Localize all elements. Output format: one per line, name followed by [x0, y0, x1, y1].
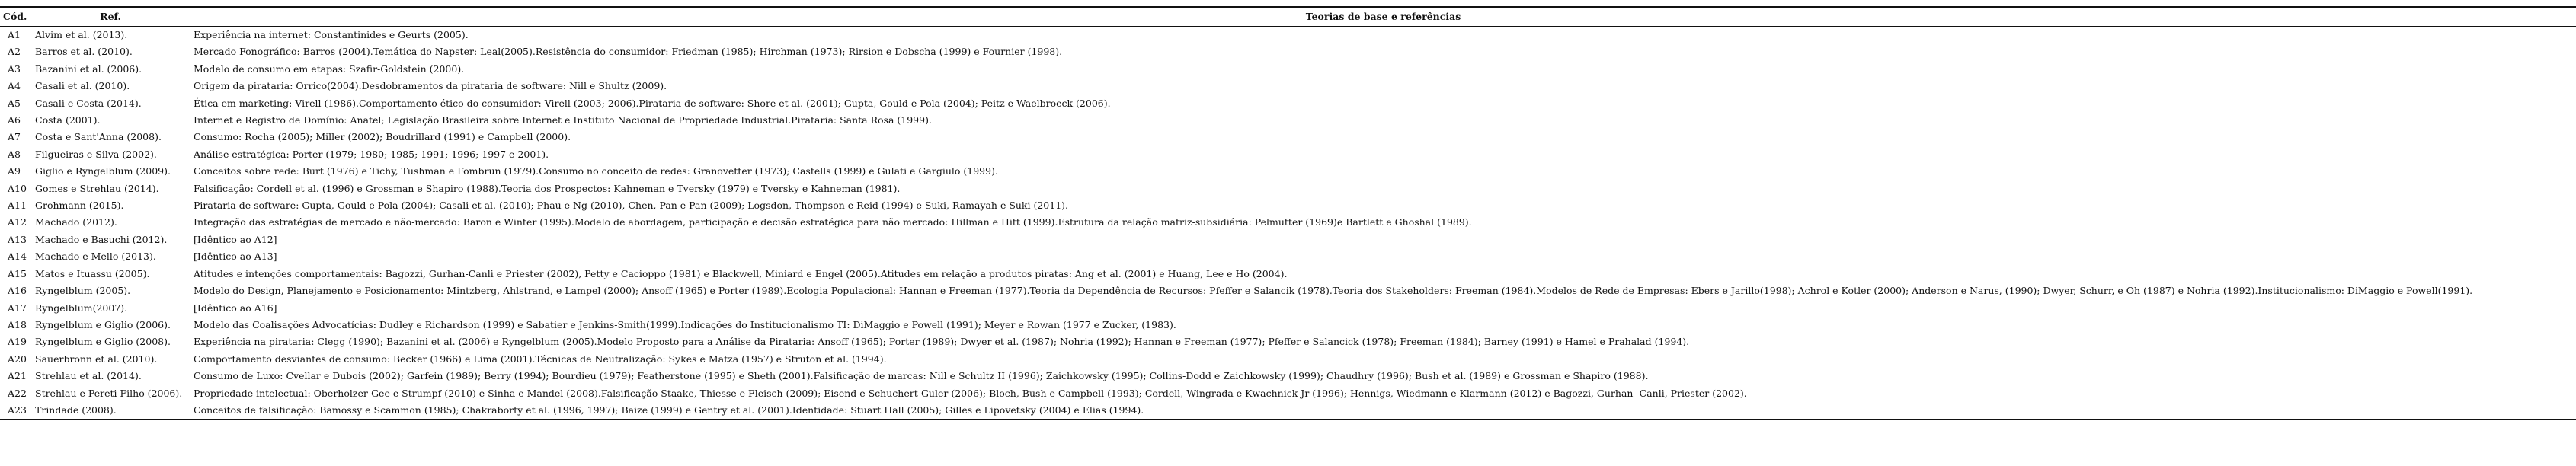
row-code: A22: [8, 387, 27, 399]
row-reference: Bazanini et al. (2006).: [35, 62, 142, 75]
row-code: A12: [8, 216, 27, 228]
row-code: A5: [8, 97, 21, 109]
table-row: [0, 95, 2576, 112]
table-row: [0, 112, 2576, 129]
row-description: Ética em marketing: Virell (1986).Comportamento ético do consumidor: Virell (2003; 2006).Pirataria de software: Shore et al. (2001); Gupta, Gould e Pola (2004); Peitz e Waelbroeck (2006).: [194, 97, 1111, 109]
table-row: [0, 197, 2576, 214]
row-description: Experiência na pirataria: Clegg (1990); Bazanini et al. (2006) e Ryngelblum (2005).Modelo Proposto para a Análise da Pirataria: Ansoff (1965); Porter (1989); Dwyer et al. (1987); Nohria (1992); Hannan e Freeman (1977); Pfeffer e Salancick (1978); Freeman (1984); Barney (1991) e Hamel e Prahalad (1994).: [194, 336, 1690, 348]
table-row: [0, 368, 2576, 385]
row-reference: Strehlau et al. (2014).: [35, 370, 142, 382]
row-code: A15: [8, 267, 27, 279]
table-row: [0, 27, 2576, 44]
table-row: [0, 180, 2576, 197]
row-description: Mercado Fonográfico: Barros (2004).Temática do Napster: Leal(2005).Resistência do consumidor: Friedman (1985); Hirchman (1973); Rirsion e Dobscha (1999) e Fournier (1998).: [194, 46, 1063, 58]
row-reference: Costa e Sant'Anna (2008).: [35, 131, 162, 143]
table-row: [0, 334, 2576, 350]
row-reference: Giglio e Ryngelblum (2009).: [35, 165, 171, 177]
row-code: A9: [8, 165, 21, 177]
row-code: A3: [8, 62, 21, 75]
row-code: A13: [8, 233, 27, 245]
row-reference: Ryngelblum(2007).: [35, 302, 128, 314]
header-row: [0, 7, 2576, 27]
row-reference: Trindade (2008).: [30, 402, 190, 420]
row-description: Modelo do Design, Planejamento e Posicionamento: Mintzberg, Ahlstrand, e Lampel (2000); Ansoff (1965) e Porter (1989).Ecologia Populacional: Hannan e Freeman (1977).Teoria da Dependência de Recursos: Pfeffer e Salancik (1978).Teoria dos Stakeholders: Freeman (1984).Modelos de Rede de Empresas: Ebers e Jarillo(1998); Achrol e Kotler (2000); Anderson e Narus, (1990); Dwyer, Schurr, e Oh (1987) e Nohria (1992).Institucionalismo: DiMaggio e Powell(1991).: [194, 285, 2473, 297]
row-code: A4: [8, 80, 21, 92]
row-code: A16: [8, 285, 27, 297]
row-reference: Gomes e Strehlau (2014).: [35, 182, 159, 194]
row-description: Experiência na internet: Constantinides e Geurts (2005).: [194, 29, 469, 40]
row-description: Atitudes e intenções comportamentais: Bagozzi, Gurhan-Canli e Priester (2002), Petty e Cacioppo (1981) e Blackwell, Miniard e Engel (2005).Atitudes em relação a produtos piratas: Ang et al. (2001) e Huang, Lee e Ho (2004).: [194, 267, 1288, 279]
row-code: A11: [8, 199, 27, 212]
row-reference: Grohmann (2015).: [35, 199, 124, 212]
table-row: [0, 402, 2576, 420]
row-reference: Ryngelblum (2005).: [35, 285, 131, 297]
header-code: Cód.: [0, 7, 30, 27]
table-row: [0, 385, 2576, 402]
row-description: Consumo: Rocha (2005); Miller (2002); Boudrillard (1991) e Campbell (2000).: [194, 131, 571, 143]
row-description: Conceitos de falsificação: Bamossy e Scammon (1985); Chakraborty et al. (1996, 1997); Baize (1999) e Gentry et al. (2001).Identidade: Stuart Hall (2005); Gilles e Lipovetsky (2004) e Elias (1994).: [190, 402, 2576, 420]
row-reference: Matos e Ituassu (2005).: [35, 267, 150, 279]
row-description: [Idêntico ao A12]: [194, 233, 277, 245]
row-description: [Idêntico ao A13]: [194, 251, 277, 263]
row-reference: Filgueiras e Silva (2002).: [35, 148, 157, 160]
row-description: Origem da pirataria: Orrico(2004).Desdobramentos da pirataria de software: Nill e Shultz (2009).: [194, 80, 667, 92]
table-row: [0, 317, 2576, 334]
row-code: A17: [8, 302, 27, 314]
row-code: A8: [8, 148, 21, 160]
table-row: [0, 248, 2576, 265]
table-body: [0, 27, 2576, 420]
table-row: [0, 129, 2576, 145]
row-code: A6: [8, 114, 21, 126]
table-row: [0, 43, 2576, 60]
row-reference: Ryngelblum e Giglio (2006).: [35, 318, 171, 330]
table-row: [0, 78, 2576, 94]
row-description: Integração das estratégias de mercado e não-mercado: Baron e Winter (1995).Modelo de abordagem, participação e decisão estratégica para não mercado: Hillman e Hitt (1999).Estrutura da relação matriz-subsidiária: Pelmutter (1969)e Bartlett e Ghoshal (1989).: [194, 216, 1472, 228]
row-description: Falsificação: Cordell et al. (1996) e Grossman e Shapiro (1988).Teoria dos Prospectos: Kahneman e Tversky (1979) e Tversky e Kahneman (1981).: [194, 182, 901, 194]
row-description: Modelo das Coalisações Advocatícias: Dudley e Richardson (1999) e Sabatier e Jenkins-Smith(1999).Indicações do Institucionalismo TI: DiMaggio e Powell (1991); Meyer e Rowan (1977 e Zucker, (1983).: [194, 318, 1176, 330]
row-code: A7: [8, 131, 21, 143]
row-description: Modelo de consumo em etapas: Szafir-Goldstein (2000).: [194, 62, 465, 75]
row-description: Pirataria de software: Gupta, Gould e Pola (2004); Casali et al. (2010); Phau e Ng (2010), Chen, Pan e Pan (2009); Logsdon, Thompson e Reid (1994) e Suki, Ramayah e Suki (2011).: [194, 199, 1069, 212]
header-ref: Ref.: [30, 7, 190, 27]
row-code: A19: [8, 336, 27, 348]
row-code: A21: [8, 370, 27, 382]
row-description: Conceitos sobre rede: Burt (1976) e Tichy, Tushman e Fombrun (1979).Consumo no conceito de redes: Granovetter (1973); Castells (1999) e Gulati e Gargiulo (1999).: [194, 165, 998, 177]
row-code: A10: [8, 182, 27, 194]
row-description: [Idêntico ao A16]: [194, 302, 277, 314]
row-reference: Barros et al. (2010).: [35, 46, 133, 58]
row-reference: Alvim et al. (2013).: [35, 29, 128, 40]
row-code: A2: [8, 46, 21, 58]
table-row: [0, 61, 2576, 78]
row-code: A20: [8, 353, 27, 365]
table-row: [0, 146, 2576, 163]
row-reference: Casali e Costa (2014).: [35, 97, 142, 109]
table-row: [0, 300, 2576, 317]
row-reference: Sauerbronn et al. (2010).: [35, 353, 158, 365]
table-row: [0, 282, 2576, 299]
table-row: [0, 266, 2576, 282]
row-description: Propriedade intelectual: Oberholzer-Gee e Strumpf (2010) e Sinha e Mandel (2008).Falsificação Staake, Thiesse e Fleisch (2009); Eisend e Schuchert-Guler (2006); Bloch, Bush e Campbell (1993); Cordell, Wingrada e Kwachnick-Jr (1996); Hennigs, Wiedmann e Klarmann (2012) e Bagozzi, Gurhan- Canli, Priester (2002).: [194, 387, 1747, 399]
row-code: A14: [8, 251, 27, 263]
row-code: A18: [8, 318, 27, 330]
row-reference: Costa (2001).: [35, 114, 101, 126]
row-code: A23: [0, 402, 30, 420]
row-reference: Machado (2012).: [35, 216, 117, 228]
row-reference: Ryngelblum e Giglio (2008).: [35, 336, 171, 348]
row-description: Internet e Registro de Domínio: Anatel; Legislação Brasileira sobre Internet e Instituto Nacional de Propriedade Industrial.Pirataria: Santa Rosa (1999).: [194, 114, 932, 126]
row-reference: Casali et al. (2010).: [35, 80, 130, 92]
row-code: A1: [8, 29, 21, 40]
references-table: [0, 6, 2576, 420]
row-description: Consumo de Luxo: Cvellar e Dubois (2002); Garfein (1989); Berry (1994); Bourdieu (1979); Featherstone (1995) e Sheth (2001).Falsificação de marcas: Nill e Schultz II (1996); Zaichkowsky (1995); Collins-Dodd e Zaichkowsky (1999); Chaudhry (1996); Bush et al. (1989) e Grossman e Shapiro (1988).: [194, 370, 1649, 382]
table-row: [0, 214, 2576, 231]
row-reference: Strehlau e Pereti Filho (2006).: [35, 387, 183, 399]
row-description: Comportamento desviantes de consumo: Becker (1966) e Lima (2001).Técnicas de Neutralização: Sykes e Matza (1957) e Struton et al. (1994).: [194, 353, 887, 365]
table-row: [0, 163, 2576, 180]
table-header: [0, 7, 2576, 27]
table-row: [0, 351, 2576, 368]
row-reference: Machado e Basuchi (2012).: [35, 233, 168, 245]
header-description: Teorias de base e referências: [190, 7, 2576, 27]
row-reference: Machado e Mello (2013).: [35, 251, 156, 263]
table-row: [0, 231, 2576, 248]
row-description: Análise estratégica: Porter (1979; 1980; 1985; 1991; 1996; 1997 e 2001).: [194, 148, 549, 160]
